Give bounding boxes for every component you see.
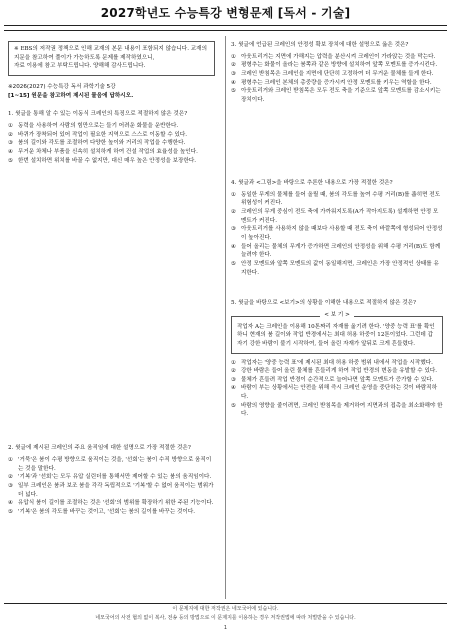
footer-copyright: 이 문제지에 대한 저작권은 네모국어에 있습니다. <box>172 606 279 612</box>
question-range-instruction: [1~15] 원문을 참고하여 제시된 물음에 답하시오. <box>8 92 134 99</box>
answer-option[interactable] <box>231 384 443 401</box>
option-number: ① <box>231 53 237 60</box>
option-text: 강한 바람은 들어 올린 물체를 흔들리게 하여 작업 반경의 변동을 유발할 수 있다. <box>241 368 438 375</box>
answer-option[interactable] <box>231 367 443 376</box>
option-text: 크레인 받침목은 크레인을 지면에 단단히 고정하여 더 무거운 물체를 들게 한다. <box>241 70 434 77</box>
option-number: ④ <box>231 243 237 250</box>
question-stem: 1. 윗글을 통해 알 수 있는 이동식 크레인의 특징으로 적절하지 않은 것은? <box>8 111 188 118</box>
option-text: 평형추는 화물이 올라는 붐쪽과 같은 방향에 설치하여 앞쪽 모멘트를 증가시킨다. <box>241 62 438 69</box>
option-number: ④ <box>8 500 14 507</box>
header-rule-top <box>4 25 447 26</box>
copyright-notice-box <box>8 41 215 76</box>
footer-rule <box>4 603 447 604</box>
option-text: 바퀴가 장착되어 있어 작업이 필요한 지역으로 스스로 이동할 수 있다. <box>18 131 188 138</box>
answer-option[interactable] <box>231 243 443 260</box>
answer-option[interactable] <box>231 70 443 79</box>
notice-line: 자료 이용에 참고 부탁드립니다. 양해해 감사드립니다. <box>14 63 146 70</box>
option-number: ① <box>8 122 14 129</box>
answer-option[interactable] <box>231 402 443 419</box>
option-text: 아웃트리거와 크레인 받침목은 모두 전도 축을 기준으로 앞쪽 모멘트를 감소시키는 장치이다. <box>241 88 441 103</box>
option-number: ③ <box>231 226 237 233</box>
option-number: ③ <box>8 140 14 147</box>
option-text: 유압식 붐이 길이를 조절하는 것은 '선회'의 범위를 확장하기 위한 주된 기능이다. <box>18 500 214 507</box>
option-text: 크레인의 무게 중심이 전도 축에 가까워지도록(A가 작아지도록) 설계하면 안정 모멘트가 커진다. <box>241 208 439 224</box>
option-number: ① <box>8 456 14 463</box>
option-number: ⑤ <box>231 88 237 95</box>
notice-line: 지문을 참고하여 풀이가 가능하도록 문제를 제작하였으니, <box>14 54 155 61</box>
source-note: ※2026(2027) 수능특강 독서 과학기술 5강 <box>8 83 116 90</box>
option-number: ② <box>8 131 14 138</box>
answer-option[interactable] <box>231 61 443 70</box>
answer-option[interactable] <box>231 359 443 368</box>
answer-option[interactable] <box>8 148 215 157</box>
answer-option[interactable] <box>231 260 443 277</box>
option-number: ④ <box>8 148 14 155</box>
answer-option[interactable] <box>8 473 215 482</box>
question-3 <box>231 41 443 169</box>
option-text: 들어 올리는 물체의 무게가 증가하면 크레인의 안정성을 위해 수평 거리(B)도 함께 늘려야 한다. <box>241 243 441 259</box>
option-text: 안정 모멘트와 앞쪽 모멘트의 값이 동일해지면, 크레인은 가장 안정적인 상태를 유지한다. <box>241 260 439 276</box>
example-box <box>231 316 443 354</box>
answer-option[interactable] <box>8 139 215 148</box>
page-number: 1 <box>223 625 228 631</box>
option-number: ③ <box>8 482 14 489</box>
option-number: ① <box>231 191 237 198</box>
option-text: 일부 크레인은 붐과 보조 붐을 각각 독립적으로 '기복'할 수 없어 움직이는 범위가 더 넓다. <box>18 482 214 498</box>
notice-line: ※ EBS의 저작권 정책으로 인해 교재의 본문 내용이 포함되지 않습니다. 교재의 <box>14 46 207 52</box>
answer-option[interactable] <box>8 482 215 499</box>
option-number: ③ <box>231 70 237 77</box>
option-number: ⑤ <box>8 508 14 515</box>
option-text: 물체가 흔들려 작업 반경이 순간적으로 늘어나면 앞쪽 모멘트가 증가할 수 있다. <box>241 376 434 383</box>
header-rule-bottom <box>4 30 447 31</box>
option-number: ① <box>231 359 237 366</box>
option-text: 아웃트리거는 지면에 가해지는 압력을 분산시켜 크레인이 가라앉는 것을 막는다. <box>241 53 436 60</box>
question-4 <box>231 179 443 277</box>
answer-option[interactable] <box>231 87 443 104</box>
question-stem: 5. 윗글을 바탕으로 <보기>의 상황을 이해한 내용으로 적절하지 않은 것은? <box>231 300 417 307</box>
answer-option[interactable] <box>8 508 215 517</box>
option-number: ④ <box>231 79 237 86</box>
option-text: 붐의 길이와 각도를 조절하여 다양한 높이와 거리의 작업을 수행한다. <box>18 140 186 147</box>
left-column <box>8 41 215 523</box>
option-number: ⑤ <box>8 157 14 164</box>
answer-option[interactable] <box>8 122 215 131</box>
option-number: ③ <box>231 376 237 383</box>
column-divider <box>225 36 226 599</box>
option-text: 바람의 영향을 줄이려면, 크레인 받침목을 제거하여 지면과의 접촉을 최소화해야 한다. <box>241 402 443 418</box>
option-number: ② <box>231 62 237 69</box>
option-text: 동일한 무게의 물체를 들어 올릴 때, 붐의 각도를 높여 수평 거리(B)를 좁히면 전도 위험성이 커진다. <box>241 191 441 207</box>
question-2 <box>8 444 215 516</box>
answer-option[interactable] <box>8 131 215 140</box>
question-stem: 4. 윗글과 <그림>을 바탕으로 추론한 내용으로 가장 적절한 것은? <box>231 180 393 186</box>
example-box-title <box>231 311 443 320</box>
answer-option[interactable] <box>231 191 443 208</box>
option-text: 평형추는 크레인 본체의 총중량을 증가시켜 안정 모멘트를 키우는 역할을 한다. <box>241 79 432 86</box>
answer-option[interactable] <box>231 79 443 88</box>
option-number: ② <box>231 368 237 375</box>
option-number: ② <box>231 208 237 215</box>
option-number: ④ <box>231 385 237 392</box>
example-box-title-text: < 보 기 > <box>320 312 354 318</box>
question-stem: 2. 윗글에 제시된 크레인의 주요 움직임에 대한 설명으로 가장 적절한 것은? <box>8 445 191 452</box>
option-text: 한번 설치하면 위치를 바꿀 수 없지만, 대신 매우 높은 안정성을 보장한다. <box>18 157 197 164</box>
question-stem: 3. 윗글에 언급된 크레인의 안정성 확보 장치에 대한 설명으로 옳은 것은? <box>231 42 409 48</box>
answer-option[interactable] <box>8 456 215 473</box>
answer-option[interactable] <box>231 208 443 225</box>
option-text: 바람이 부는 상황에서는 안전을 위해 즉시 크레인 운영을 중단하는 것이 바람직하다. <box>241 385 438 401</box>
answer-option[interactable] <box>8 157 215 166</box>
option-text: '기복'은 붐의 각도를 바꾸는 것이고, '선회'는 붐의 길이를 바꾸는 것이다. <box>18 508 196 515</box>
right-column <box>231 41 443 425</box>
option-text: 작업자는 '양중 능력 표'에 제시된 최대 허용 하중 범위 내에서 작업을 시작했다. <box>241 359 433 366</box>
example-box-text: 작업자 A는 크레인을 이용해 10톤짜리 자재를 옮기려 한다. '양중 능력 표'를 확인하니 현재의 붐 길이와 작업 반경에서는 최대 허용 하중이 12톤이었다. 그런데 갑자기 강한 바람이 불기 시작하여, 들어 올린 자재가 앞뒤로 크게 흔들렸다. <box>237 323 435 347</box>
option-text: '기복'과 '선회'는 모두 유압 실린더를 통해서만 제어할 수 있는 붐의 움직임이다. <box>18 474 212 481</box>
question-5 <box>231 299 443 419</box>
option-number: ⑤ <box>231 402 237 409</box>
answer-option[interactable] <box>231 225 443 242</box>
question-1 <box>8 110 215 300</box>
option-text: 무거운 차체나 부품을 신속히 설치하게 하여 건설 작업의 효율성을 높인다. <box>18 148 198 155</box>
answer-option[interactable] <box>231 53 443 62</box>
option-text: 아웃트리거를 사용하지 않을 때보다 사용할 때 전도 축이 바깥쪽에 형성되어 안정성이 높아진다. <box>241 226 443 241</box>
exam-title: 2027학년도 수능특강 변형문제 [독서 - 기술] <box>100 6 351 20</box>
option-text: 동력을 사용하여 사람의 힘만으로는 들기 어려운 화물을 운반한다. <box>18 122 179 129</box>
answer-option[interactable] <box>231 376 443 385</box>
option-number: ② <box>8 474 14 481</box>
answer-option[interactable] <box>8 499 215 508</box>
footer-warning: 네모국어의 사전 협의 없이 복사, 전송 등의 방법으로 이 문제지를 이용하는 경우 저작권법에 따라 처벌받을 수 있습니다. <box>95 615 356 621</box>
option-number: ⑤ <box>231 260 237 267</box>
option-text: '거묵'은 붐이 수평 방향으로 움직이는 것을, '선회'는 붐이 수직 방향으로 움직이는 것을 말한다. <box>18 456 212 472</box>
